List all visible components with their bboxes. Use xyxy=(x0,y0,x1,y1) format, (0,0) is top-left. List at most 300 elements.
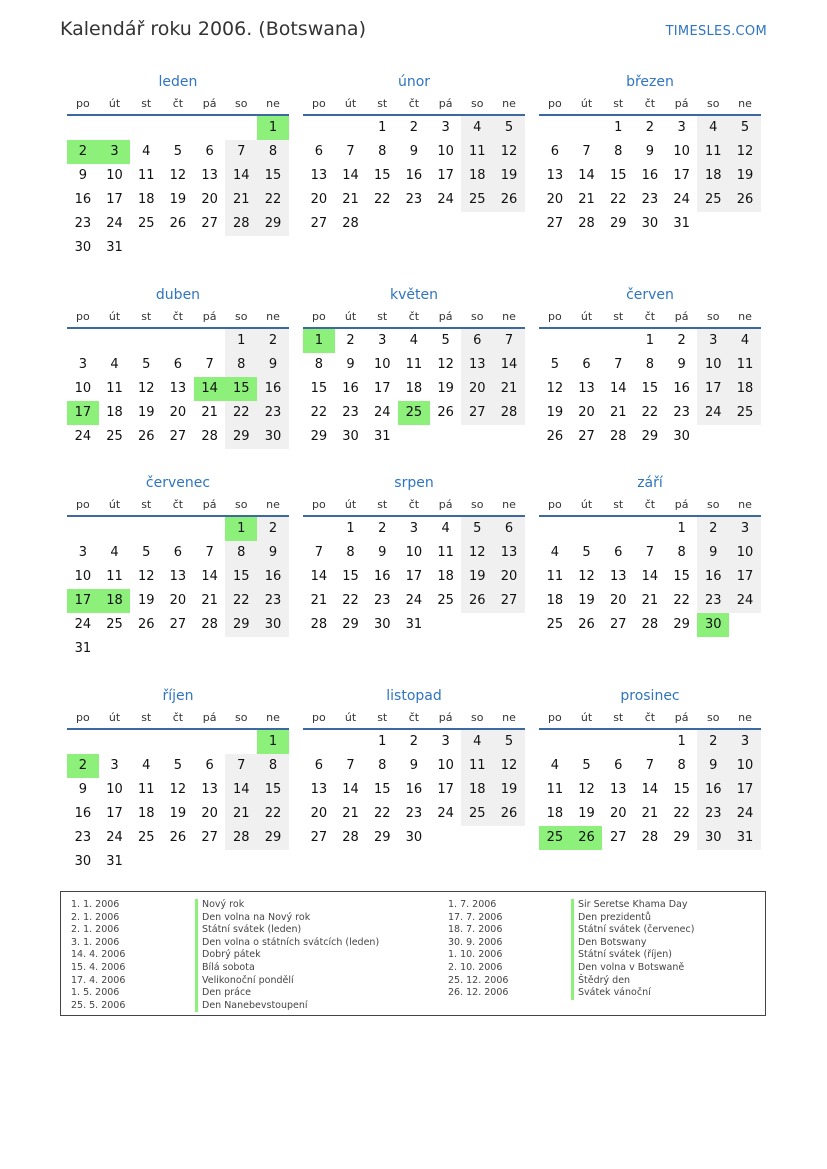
day-cell: 5 xyxy=(173,144,183,159)
day-cell: 2 xyxy=(346,333,355,348)
day-cell: 21 xyxy=(609,405,627,420)
day-cell: 14 xyxy=(310,569,328,584)
week-row xyxy=(303,826,525,850)
day-cell: 15 xyxy=(225,565,257,589)
day-cell: 31 xyxy=(373,429,391,444)
day-cell: 3 xyxy=(697,329,729,353)
day-cell: 23 xyxy=(405,806,423,821)
weekday-label: čt xyxy=(172,309,184,323)
weekday-label: po xyxy=(547,497,562,511)
day-cell: 5 xyxy=(142,545,151,560)
day-cell: 2 xyxy=(697,730,729,754)
day-cell: 27 xyxy=(546,216,564,231)
day-cell: 16 xyxy=(342,381,359,396)
day-cell: 7 xyxy=(314,545,323,560)
day-cell: 4 xyxy=(461,116,493,140)
day-cell: 27 xyxy=(493,589,525,613)
weekday-label: út xyxy=(580,497,593,511)
day-cell: 24 xyxy=(373,405,391,420)
day-cell: 11 xyxy=(137,168,155,183)
month-name: srpen xyxy=(394,475,434,491)
weekday-label: čt xyxy=(408,309,420,323)
day-cell: 25 xyxy=(546,617,564,632)
month-name: květen xyxy=(390,287,438,303)
day-cell: 23 xyxy=(697,589,729,613)
day-cell: 14 xyxy=(578,168,595,183)
day-cell: 6 xyxy=(314,144,323,159)
day-cell: 20 xyxy=(461,377,493,401)
weekday-header xyxy=(539,305,761,329)
legend-holiday-name: Štědrý den xyxy=(571,975,694,988)
weekday-label: ne xyxy=(738,710,752,724)
week-row xyxy=(539,826,761,850)
day-cell: 16 xyxy=(405,782,423,797)
legend-col-1-dates xyxy=(71,899,125,1012)
day-cell: 14 xyxy=(342,782,359,797)
empty-day-cell xyxy=(162,730,194,754)
empty-day-cell xyxy=(225,730,257,754)
day-cell: 18 xyxy=(461,778,493,802)
day-cell: 17 xyxy=(106,192,123,207)
day-cell: 25 xyxy=(137,216,155,231)
weekday-label: čt xyxy=(408,96,420,110)
day-cell: 4 xyxy=(110,357,119,372)
empty-day-cell xyxy=(67,116,99,140)
week-row xyxy=(67,613,289,637)
weekday-label: ne xyxy=(738,96,752,110)
weekday-label: út xyxy=(108,309,121,323)
holiday-day-cell: 14 xyxy=(194,377,226,401)
day-cell: 10 xyxy=(437,758,454,773)
empty-day-cell xyxy=(697,212,729,236)
empty-day-cell xyxy=(194,236,226,260)
day-cell: 31 xyxy=(106,240,123,255)
day-cell: 10 xyxy=(106,168,123,183)
week-row xyxy=(303,754,525,778)
legend-date: 1. 10. 2006 xyxy=(448,949,503,961)
month-říjen xyxy=(67,686,289,874)
day-cell: 24 xyxy=(729,802,761,826)
weekday-label: ne xyxy=(738,497,752,511)
weekday-label: so xyxy=(707,710,720,724)
day-cell: 29 xyxy=(673,830,690,845)
day-cell: 14 xyxy=(641,782,659,797)
day-cell: 26 xyxy=(578,617,595,632)
day-cell: 19 xyxy=(461,565,493,589)
holiday-day-cell: 1 xyxy=(257,730,289,754)
day-cell: 7 xyxy=(225,140,257,164)
day-cell: 20 xyxy=(169,405,187,420)
day-cell: 7 xyxy=(582,144,591,159)
day-cell: 3 xyxy=(378,333,387,348)
empty-day-cell xyxy=(130,637,162,661)
day-cell: 25 xyxy=(729,401,761,425)
weekday-label: st xyxy=(377,309,388,323)
day-cell: 22 xyxy=(673,806,690,821)
month-name: leden xyxy=(158,74,198,90)
weekday-label: po xyxy=(547,309,562,323)
weekday-label: po xyxy=(311,497,326,511)
empty-day-cell xyxy=(194,116,226,140)
week-row xyxy=(539,613,761,637)
weekday-label: út xyxy=(108,96,121,110)
day-cell: 31 xyxy=(729,826,761,850)
empty-day-cell xyxy=(162,637,194,661)
legend-col-2-dates xyxy=(448,899,508,1000)
day-cell: 7 xyxy=(225,754,257,778)
day-cell: 20 xyxy=(609,806,627,821)
day-cell: 19 xyxy=(493,164,525,188)
day-cell: 21 xyxy=(310,593,328,608)
legend-col-2-names xyxy=(571,899,694,1000)
day-cell: 12 xyxy=(169,168,187,183)
day-cell: 29 xyxy=(641,429,659,444)
day-cell: 10 xyxy=(106,782,123,797)
day-cell: 19 xyxy=(437,381,454,396)
day-cell: 23 xyxy=(257,589,289,613)
weekday-label: čt xyxy=(172,710,184,724)
weekday-label: pá xyxy=(438,710,453,724)
day-cell: 13 xyxy=(493,541,525,565)
day-cell: 6 xyxy=(582,357,591,372)
weekday-label: pá xyxy=(438,309,453,323)
day-cell: 19 xyxy=(578,593,595,608)
day-cell: 24 xyxy=(106,830,123,845)
empty-day-cell xyxy=(99,517,131,541)
day-cell: 13 xyxy=(310,168,328,183)
day-cell: 2 xyxy=(409,734,419,749)
week-row xyxy=(303,140,525,164)
week-row xyxy=(303,730,525,754)
day-cell: 26 xyxy=(137,429,155,444)
week-row xyxy=(303,401,525,425)
empty-day-cell xyxy=(162,517,194,541)
day-cell: 18 xyxy=(729,377,761,401)
day-cell: 29 xyxy=(225,425,257,449)
day-cell: 9 xyxy=(645,144,655,159)
day-cell: 25 xyxy=(461,802,493,826)
brand-link[interactable]: TIMESLES.COM xyxy=(665,24,767,39)
empty-day-cell xyxy=(194,329,226,353)
legend-date: 1. 7. 2006 xyxy=(448,899,497,910)
week-row xyxy=(539,565,761,589)
week-row xyxy=(67,353,289,377)
day-cell: 1 xyxy=(346,521,355,536)
day-cell: 16 xyxy=(405,168,423,183)
weekday-label: čt xyxy=(644,710,656,724)
empty-day-cell xyxy=(602,329,634,353)
day-cell: 3 xyxy=(441,120,450,135)
day-cell: 17 xyxy=(729,565,761,589)
day-cell: 5 xyxy=(493,730,525,754)
day-cell: 10 xyxy=(405,545,423,560)
weekday-label: so xyxy=(471,710,484,724)
day-cell: 26 xyxy=(169,216,187,231)
day-cell: 18 xyxy=(106,405,123,420)
empty-day-cell xyxy=(493,613,525,637)
day-cell: 20 xyxy=(546,192,564,207)
day-cell: 28 xyxy=(201,617,218,632)
day-cell: 6 xyxy=(173,545,183,560)
empty-day-cell xyxy=(99,730,131,754)
day-cell: 18 xyxy=(137,192,155,207)
weekday-label: čt xyxy=(172,96,184,110)
week-row xyxy=(539,140,761,164)
day-cell: 24 xyxy=(729,589,761,613)
empty-day-cell xyxy=(67,517,99,541)
day-cell: 30 xyxy=(697,826,729,850)
empty-day-cell xyxy=(162,850,194,874)
day-cell: 31 xyxy=(405,617,423,632)
day-cell: 19 xyxy=(493,778,525,802)
day-cell: 1 xyxy=(677,521,686,536)
empty-day-cell xyxy=(430,826,462,850)
empty-day-cell xyxy=(194,850,226,874)
empty-day-cell xyxy=(493,212,525,236)
day-cell: 14 xyxy=(493,353,525,377)
day-cell: 17 xyxy=(405,569,423,584)
week-row xyxy=(67,329,289,353)
day-cell: 9 xyxy=(677,357,686,372)
empty-day-cell xyxy=(162,329,194,353)
weekday-header xyxy=(67,305,289,329)
week-row xyxy=(539,212,761,236)
week-row xyxy=(303,377,525,401)
week-row xyxy=(539,116,761,140)
week-row xyxy=(67,236,289,260)
day-cell: 20 xyxy=(310,192,328,207)
day-cell: 23 xyxy=(405,192,423,207)
month-name: červen xyxy=(626,287,674,303)
weekday-label: so xyxy=(471,309,484,323)
weekday-label: ne xyxy=(266,309,280,323)
day-cell: 22 xyxy=(225,589,257,613)
month-srpen xyxy=(303,473,525,637)
day-cell: 5 xyxy=(142,357,151,372)
day-cell: 26 xyxy=(546,429,564,444)
day-cell: 8 xyxy=(346,545,355,560)
month-days xyxy=(539,116,761,236)
week-row xyxy=(67,188,289,212)
day-cell: 29 xyxy=(673,617,690,632)
holiday-day-cell: 15 xyxy=(225,377,257,401)
day-cell: 16 xyxy=(641,168,659,183)
weekday-header xyxy=(539,92,761,116)
day-cell: 24 xyxy=(673,192,690,207)
legend-holiday-name: Den Nanebevstoupení xyxy=(195,1000,379,1013)
day-cell: 22 xyxy=(373,806,391,821)
week-row xyxy=(67,517,289,541)
day-cell: 30 xyxy=(74,240,92,255)
day-cell: 17 xyxy=(437,168,454,183)
week-row xyxy=(67,116,289,140)
day-cell: 1 xyxy=(225,329,257,353)
legend-date: 26. 12. 2006 xyxy=(448,987,509,999)
day-cell: 31 xyxy=(673,216,690,231)
day-cell: 5 xyxy=(550,357,559,372)
empty-day-cell xyxy=(461,212,493,236)
empty-day-cell xyxy=(571,329,603,353)
day-cell: 7 xyxy=(205,357,214,372)
day-cell: 21 xyxy=(578,192,595,207)
holiday-day-cell: 1 xyxy=(303,329,335,353)
day-cell: 4 xyxy=(142,758,151,773)
weekday-label: út xyxy=(344,309,357,323)
empty-day-cell xyxy=(729,613,761,637)
day-cell: 17 xyxy=(437,782,454,797)
week-row xyxy=(303,212,525,236)
day-cell: 15 xyxy=(373,168,391,183)
day-cell: 1 xyxy=(614,120,623,135)
weekday-label: pá xyxy=(674,309,689,323)
week-row xyxy=(303,613,525,637)
month-days xyxy=(539,730,761,850)
day-cell: 30 xyxy=(74,854,92,869)
week-row xyxy=(539,188,761,212)
weekday-label: so xyxy=(471,497,484,511)
day-cell: 7 xyxy=(205,545,214,560)
day-cell: 3 xyxy=(78,357,87,372)
day-cell: 21 xyxy=(201,405,218,420)
day-cell: 14 xyxy=(641,569,659,584)
weekday-label: út xyxy=(344,497,357,511)
empty-day-cell xyxy=(539,329,571,353)
weekday-label: čt xyxy=(644,96,656,110)
holiday-day-cell: 1 xyxy=(257,116,289,140)
day-cell: 13 xyxy=(546,168,564,183)
day-cell: 21 xyxy=(641,806,659,821)
weekday-label: so xyxy=(235,710,248,724)
empty-day-cell xyxy=(99,116,131,140)
weekday-label: st xyxy=(141,497,152,511)
weekday-label: ne xyxy=(266,96,280,110)
day-cell: 2 xyxy=(378,521,387,536)
empty-day-cell xyxy=(461,613,493,637)
day-cell: 19 xyxy=(729,164,761,188)
day-cell: 6 xyxy=(314,758,323,773)
day-cell: 21 xyxy=(342,806,359,821)
month-name: červenec xyxy=(145,475,211,491)
day-cell: 20 xyxy=(169,593,187,608)
legend-date: 17. 7. 2006 xyxy=(448,911,503,923)
holiday-day-cell: 25 xyxy=(398,401,430,425)
day-cell: 26 xyxy=(137,617,155,632)
day-cell: 16 xyxy=(373,569,391,584)
day-cell: 3 xyxy=(729,517,761,541)
day-cell: 1 xyxy=(378,734,387,749)
legend-holiday-name: Den Botswany xyxy=(571,937,694,950)
weekday-label: pá xyxy=(202,497,217,511)
week-row xyxy=(539,730,761,754)
day-cell: 27 xyxy=(201,216,218,231)
weekday-label: st xyxy=(377,710,388,724)
day-cell: 28 xyxy=(225,826,257,850)
month-name: listopad xyxy=(386,688,442,704)
day-cell: 15 xyxy=(641,381,659,396)
day-cell: 12 xyxy=(578,569,595,584)
weekday-header xyxy=(303,493,525,517)
day-cell: 27 xyxy=(578,429,595,444)
day-cell: 29 xyxy=(257,826,289,850)
day-cell: 27 xyxy=(310,830,328,845)
legend-holiday-name: Státní svátek (říjen) xyxy=(571,949,694,962)
weekday-label: st xyxy=(141,96,152,110)
weekday-label: čt xyxy=(172,497,184,511)
day-cell: 23 xyxy=(74,830,92,845)
week-row xyxy=(67,754,289,778)
week-row xyxy=(67,140,289,164)
day-cell: 23 xyxy=(74,216,92,231)
empty-day-cell xyxy=(634,517,666,541)
day-cell: 8 xyxy=(257,754,289,778)
month-days xyxy=(539,329,761,449)
empty-day-cell xyxy=(461,425,493,449)
week-row xyxy=(539,401,761,425)
day-cell: 26 xyxy=(461,589,493,613)
weekday-label: po xyxy=(311,710,326,724)
day-cell: 11 xyxy=(729,353,761,377)
day-cell: 21 xyxy=(225,802,257,826)
day-cell: 31 xyxy=(74,641,92,656)
legend-date: 18. 7. 2006 xyxy=(448,924,503,936)
holiday-day-cell: 18 xyxy=(99,589,131,613)
day-cell: 8 xyxy=(225,353,257,377)
week-row xyxy=(67,802,289,826)
holiday-day-cell: 17 xyxy=(67,401,99,425)
weekday-label: ne xyxy=(502,309,516,323)
day-cell: 23 xyxy=(342,405,359,420)
day-cell: 9 xyxy=(697,541,729,565)
day-cell: 11 xyxy=(461,754,493,778)
month-days xyxy=(303,116,525,236)
day-cell: 28 xyxy=(225,212,257,236)
day-cell: 9 xyxy=(697,754,729,778)
day-cell: 11 xyxy=(697,140,729,164)
weekday-label: pá xyxy=(674,497,689,511)
weekday-label: ne xyxy=(266,710,280,724)
day-cell: 5 xyxy=(582,758,591,773)
day-cell: 24 xyxy=(437,806,454,821)
day-cell: 19 xyxy=(137,405,155,420)
week-row xyxy=(67,541,289,565)
day-cell: 15 xyxy=(257,778,289,802)
empty-day-cell xyxy=(67,329,99,353)
month-name: duben xyxy=(155,287,201,303)
week-row xyxy=(539,377,761,401)
day-cell: 19 xyxy=(546,405,564,420)
day-cell: 22 xyxy=(225,401,257,425)
weekday-label: pá xyxy=(438,96,453,110)
weekday-label: st xyxy=(141,309,152,323)
day-cell: 21 xyxy=(641,593,659,608)
weekday-label: po xyxy=(75,309,90,323)
month-name: březen xyxy=(626,74,674,90)
weekday-label: ne xyxy=(502,96,516,110)
day-cell: 12 xyxy=(493,754,525,778)
week-row xyxy=(303,778,525,802)
day-cell: 22 xyxy=(609,192,627,207)
day-cell: 30 xyxy=(257,613,289,637)
day-cell: 12 xyxy=(437,357,454,372)
day-cell: 30 xyxy=(257,425,289,449)
holiday-legend xyxy=(60,891,766,1016)
day-cell: 13 xyxy=(201,168,218,183)
day-cell: 11 xyxy=(137,782,155,797)
weekday-label: pá xyxy=(202,96,217,110)
weekday-label: út xyxy=(580,309,593,323)
week-row xyxy=(539,589,761,613)
weekday-label: út xyxy=(108,710,121,724)
